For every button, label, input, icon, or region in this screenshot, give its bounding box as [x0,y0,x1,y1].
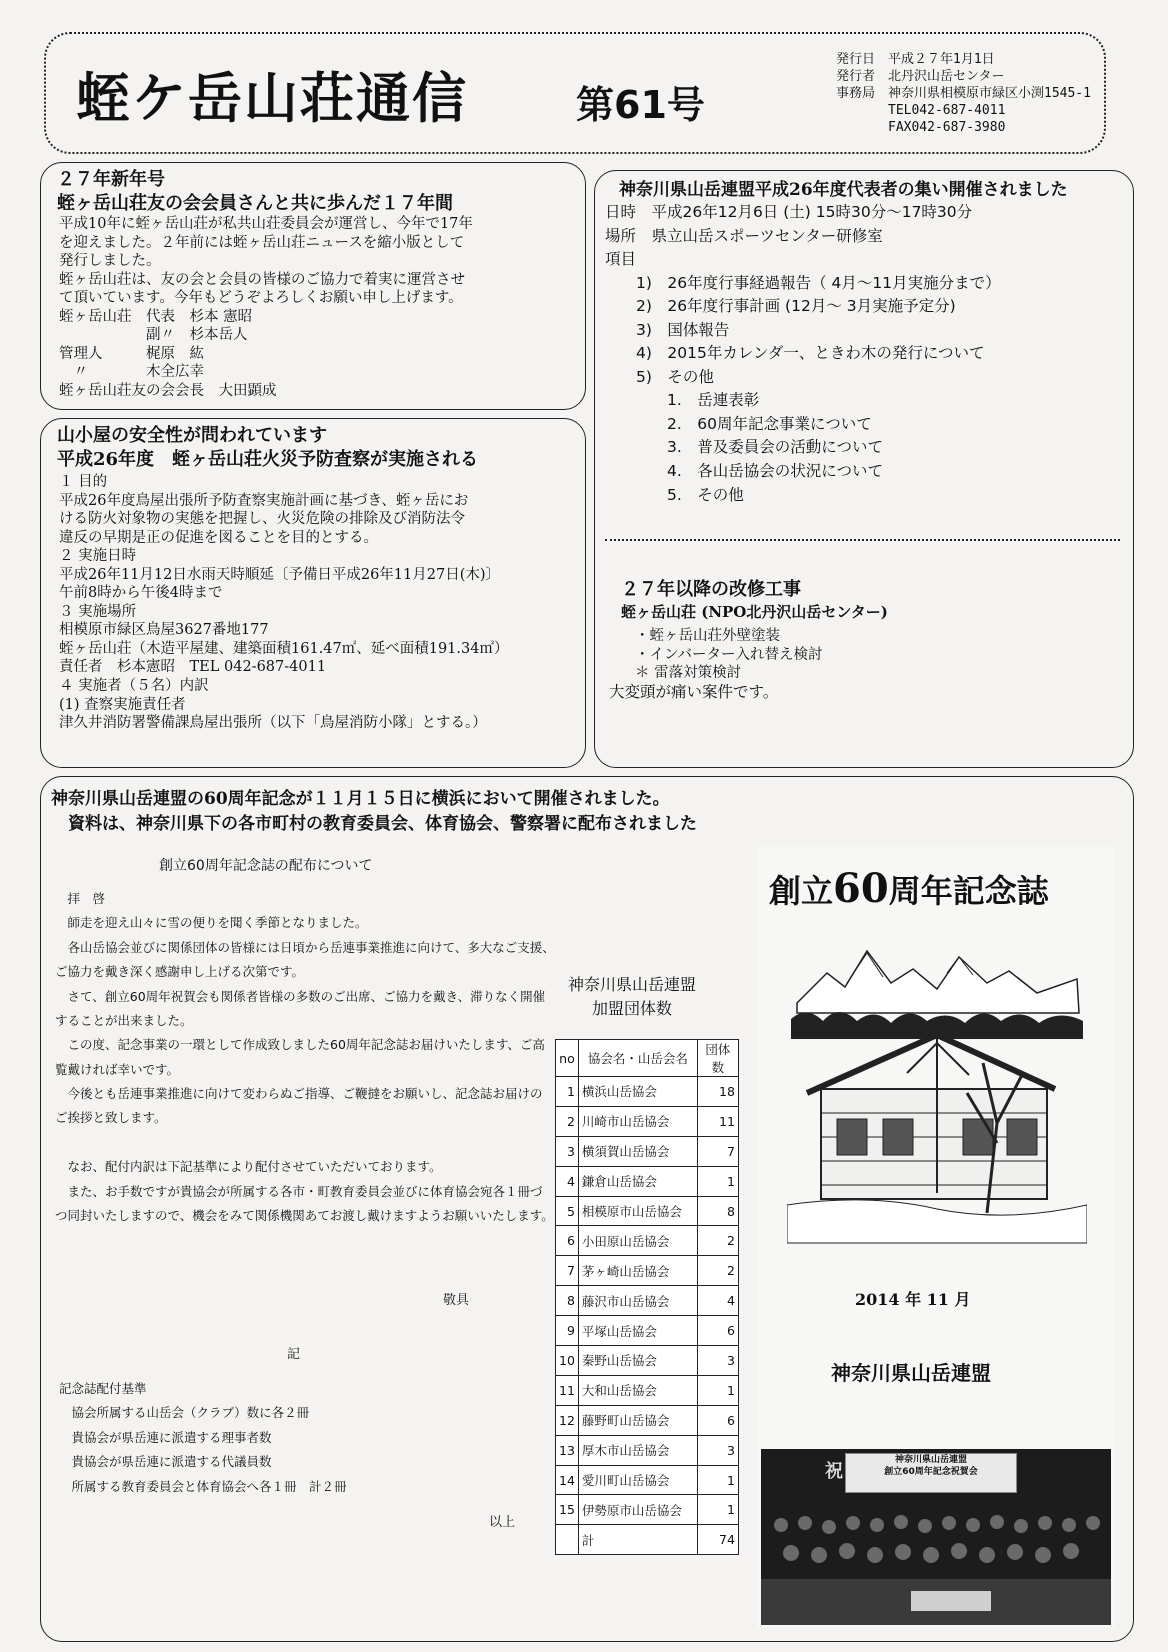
publication-info [836,52,1091,136]
text-line: 5) その他 [605,367,714,386]
letter-title: 創立60周年記念誌の配布について [159,858,373,874]
table-row [556,1196,739,1226]
text-line: 津久井消防署警備課鳥屋出張所（以下「鳥屋消防小隊」とする。） [59,715,487,732]
commemorative-book-cover [757,847,1115,1627]
organization-name: 横須賀山岳協会 [578,1136,697,1166]
letter-line: ご協力を戴き深く感謝申し上げる次第です。 [55,964,305,980]
letter-line [55,1131,565,1155]
text-line: 相模原市緑区鳥屋3627番地177 [59,622,269,639]
criteria-line: 記念誌配付基準 [59,1381,147,1396]
section-body [605,201,1001,507]
text-line: を迎えました。２年前には蛭ヶ岳山荘ニュースを縮小版として [59,234,465,251]
text-line: 1. 岳連表彰 [605,391,760,410]
letter-line: なお、配付内訳は下記基準により配付させていただいております。 [55,1159,442,1175]
text-line: 副〃 杉本岳人 [59,327,248,344]
letter-line: 師走を迎え山々に雪の便りを聞く季節となりました。 [55,915,368,931]
table-row [556,1136,739,1166]
table-row [556,1106,739,1136]
text-line: ＊ 雷落対策検討 [635,665,742,682]
table-row [556,1495,739,1525]
organization-name: 川崎市山岳協会 [578,1106,697,1136]
text-line: 蛭ヶ岳山荘 代表 杉本 憲昭 [59,308,253,325]
row-number: 14 [556,1465,579,1495]
group-count: 18 [697,1077,738,1107]
total-value: 74 [697,1525,738,1555]
mountain-lodge-illustration [787,943,1087,1253]
text-line: 2) 26年度行事計画 (12月～ 3月実施予定分) [605,297,956,316]
text-line: 平成26年度鳥屋出張所予防査察実施計画に基づき、蛭ヶ岳にお [59,492,469,509]
table-row [556,1405,739,1435]
table-row [556,1286,739,1316]
group-count: 3 [697,1346,738,1376]
office-fax: FAX042-687-3980 [836,119,1006,135]
row-number: 9 [556,1316,579,1346]
group-count: 3 [697,1435,738,1465]
issue-number: 第61号 [576,83,705,127]
row-number: 6 [556,1226,579,1256]
text-line: ３ 実施場所 [59,603,137,620]
text-line: 場所 県立山岳スポーツセンター研修室 [605,226,883,245]
row-number: 5 [556,1196,579,1226]
office-tel: TEL042-687-4011 [836,102,1006,118]
row-number: 2 [556,1106,579,1136]
letter-line: ご挨拶と致します。 [55,1110,167,1126]
group-count: 1 [697,1465,738,1495]
text-line: 日時 平成26年12月6日 (土) 15時30分～17時30分 [605,203,973,221]
section-title: 神奈川県山岳連盟平成26年度代表者の集い開催されました [619,180,1068,200]
group-count: 8 [697,1196,738,1226]
text-line: ４ 実施者（５名）内訳 [59,678,209,695]
group-count: 6 [697,1316,738,1346]
ki-mark: 記 [287,1347,301,1362]
row-number: 1 [556,1077,579,1107]
publisher: 発行者 北丹沢山岳センター [836,68,1005,84]
organization-name: 小田原山岳協会 [578,1226,697,1256]
letter-line: 各山岳協会並びに関係団体の皆様には日頃から岳連事業推進に向けて、多大なご支援、 [55,939,555,955]
row-number: 15 [556,1495,579,1525]
table-row [556,1077,739,1107]
row-number: 8 [556,1286,579,1316]
letter-line: 今後とも岳連事業推進に向けて変わらぬご指導、ご鞭撻をお願いし、記念誌お届けの [55,1086,543,1101]
member-table-title [557,973,707,1021]
celebration-group-photo [761,1449,1111,1625]
group-count: 6 [697,1405,738,1435]
letter-line: さて、創立60周年祝賀会も関係者皆様の多数のご出席、ご協力を戴き、滞りなく開催 [55,988,546,1004]
text-line: 3. 普及委員会の活動について [605,438,883,457]
column-header: no [556,1040,579,1077]
organization-name: 横浜山岳協会 [578,1077,697,1107]
group-count: 1 [697,1166,738,1196]
table-cell [556,1525,579,1555]
photo-iwai-mark: 祝 [825,1461,843,1482]
table-row [556,1166,739,1196]
group-count: 7 [697,1136,738,1166]
letter-line: 拝 啓 [55,891,106,906]
text-line: 2. 60周年記念事業について [605,414,872,433]
letter-closing: 敬具 [443,1293,470,1308]
text-line: 午前8時から午後4時まで [59,585,223,602]
group-count: 4 [697,1286,738,1316]
representatives-meeting-section [594,170,1134,768]
text-line: 3) 国体報告 [605,320,730,339]
text-line: ・インバーター入れ替え検討 [635,646,823,663]
organization-name: 愛川町山岳協会 [578,1465,697,1495]
table-total-row [556,1525,739,1555]
cover-title-b: 60 [833,865,889,912]
table-row [556,1316,739,1346]
table-row [556,1256,739,1286]
member-organizations-table [555,1039,739,1555]
column-header: 協会名・山岳会名 [578,1040,697,1077]
text-line: 違反の早期是正の促進を図ることを目的とする。 [59,529,378,546]
cover-title [769,865,1049,912]
criteria-line: 協会所属する山岳会（クラブ）数に各２冊 [59,1405,310,1421]
organization-name: 平塚山岳協会 [578,1316,697,1346]
group-count: 2 [697,1226,738,1256]
column-header: 団体数 [697,1040,738,1077]
table-row [556,1346,739,1376]
table-row [556,1375,739,1405]
text-line: 管理人 梶原 紘 [59,345,204,362]
letter-line: 覧戴ければ幸いです。 [55,1061,180,1077]
text-line: 〃 木全広幸 [59,364,204,381]
section-title: 蛭ヶ岳山荘友の会会員さんと共に歩んだ１７年間 [57,193,453,214]
table-title-line: 神奈川県山岳連盟 [567,975,696,994]
masthead [44,32,1106,154]
text-line: ・蛭ヶ岳山荘外壁塗装 [635,628,780,644]
anniversary-section [40,776,1134,1642]
table-row [556,1226,739,1256]
text-line: 4. 各山岳協会の状況について [605,462,883,481]
group-count: 11 [697,1106,738,1136]
organization-name: 厚木市山岳協会 [578,1435,697,1465]
text-line: 平成26年11月12日水雨天時順延〔予備日平成26年11月27日(木)〕 [59,566,501,583]
photo-banner-line: 神奈川県山岳連盟 [894,1455,967,1465]
dotted-divider [605,539,1120,541]
section-label: ２７年新年号 [57,169,165,190]
text-line: １ 目的 [59,474,108,490]
fire-inspection-section [40,418,586,768]
letter-line: また、お手数ですが貴協会が所属する各市・町教育委員会並びに体育協会宛各１冊づ [55,1183,543,1199]
row-number: 13 [556,1435,579,1465]
letter-line: つ同封いたしますので、機会をみて関係機関あてお渡し戴けますようお願いいたします。 [55,1207,554,1223]
text-line: 1) 26年度行事経過報告（ 4月～11月実施分まで） [605,273,1001,292]
distribution-letter [55,887,565,1228]
text-line: 蛭ヶ岳山荘は、友の会と会員の皆様のご協力で着実に運営させ [59,271,465,288]
new-year-section [40,162,586,410]
distribution-criteria [59,1377,347,1499]
text-line: (1) 査察実施責任者 [59,696,186,713]
photo-banner [845,1453,1017,1493]
organization-name: 鎌倉山岳協会 [578,1166,697,1196]
row-number: 10 [556,1346,579,1376]
text-line: ２ 実施日時 [59,548,137,565]
cover-organization: 神奈川県山岳連盟 [831,1361,991,1385]
section-label: 山小屋の安全性が問われています [57,425,327,446]
anniversary-banner [51,787,697,836]
row-number: 7 [556,1256,579,1286]
office-address: 事務局 神奈川県相模原市緑区小渕1545-1 [836,85,1091,101]
letter-line: この度、記念事業の一環として作成致しました60周年記念誌お届けいたします、ご高 [55,1037,545,1053]
letter-end-mark: 以上 [489,1515,516,1530]
cover-title-a: 創立 [769,872,834,910]
crowd-silhouette [761,1495,1111,1625]
newsletter-title: 蛭ケ岳山荘通信 [76,67,468,130]
row-number: 3 [556,1136,579,1166]
row-number: 11 [556,1375,579,1405]
table-header-row [556,1040,739,1077]
organization-name: 伊勢原市山岳協会 [578,1495,697,1525]
row-number: 12 [556,1405,579,1435]
cover-date: 2014 年 11 月 [855,1290,971,1309]
text-line: 5. その他 [605,485,744,504]
photo-banner-line: 創立60周年記念祝賀会 [884,1467,978,1478]
table-row [556,1435,739,1465]
organization-name: 秦野山岳協会 [578,1346,697,1376]
renovation-body [609,627,823,702]
criteria-line: 貴協会が県岳連に派遣する代議員数 [59,1454,272,1470]
cover-title-c: 周年記念誌 [888,872,1049,910]
renovation-title: ２７年以降の改修工事 [621,579,801,600]
text-line: 蛭ヶ岳山荘（木造平屋建、建築面積161.47㎡、延べ面積191.34㎡） [59,640,509,657]
text-line: 責任者 杉本憲昭 TEL 042-687-4011 [59,659,327,676]
row-number: 4 [556,1166,579,1196]
text-line: 大変頭が痛い案件です。 [609,682,779,701]
group-count: 1 [697,1495,738,1525]
group-count: 2 [697,1256,738,1286]
organization-name: 藤野町山岳協会 [578,1405,697,1435]
group-count: 1 [697,1375,738,1405]
text-line: 蛭ヶ岳山荘友の会会長 大田顕成 [59,382,277,399]
section-body [59,473,508,733]
text-line: 発行しました。 [59,253,161,270]
table-title-line: 加盟団体数 [591,999,672,1018]
text-line: 4) 2015年カレンダ一、ときわ木の発行について [605,344,985,363]
organization-name: 大和山岳協会 [578,1375,697,1405]
text-line: ける防火対象物の実態を把握し、火災危険の排除及び消防法令 [59,511,465,528]
total-label: 計 [578,1525,697,1555]
organization-name: 茅ヶ崎山岳協会 [578,1256,697,1286]
criteria-line: 貴協会が県岳連に派遣する理事者数 [59,1429,272,1445]
text-line: 項目 [605,250,637,269]
section-body [59,215,473,400]
criteria-line: 所属する教育委員会と体育協会へ各１冊 計２冊 [59,1478,347,1494]
renovation-subtitle: 蛭ヶ岳山荘 (NPO北丹沢山岳センター) [621,603,888,621]
banner-line: 資料は、神奈川県下の各市町村の教育委員会、体育協会、警察署に配布されました [51,813,697,834]
organization-name: 藤沢市山岳協会 [578,1286,697,1316]
text-line: て頂いています。今年もどうぞよろしくお願い申し上げます。 [59,290,463,307]
banner-line: 神奈川県山岳連盟の60周年記念が１１月１５日に横浜において開催されました。 [51,789,670,809]
organization-name: 相模原市山岳協会 [578,1196,697,1226]
table-row [556,1465,739,1495]
letter-line: することが出来ました。 [55,1012,193,1028]
text-line: 平成10年に蛭ヶ岳山荘が私共山荘委員会が運営し、今年で17年 [59,216,473,232]
pub-date: 発行日 平成２７年1月1日 [836,52,995,67]
section-title: 平成26年度 蛭ヶ岳山荘火災予防査察が実施される [57,449,479,470]
